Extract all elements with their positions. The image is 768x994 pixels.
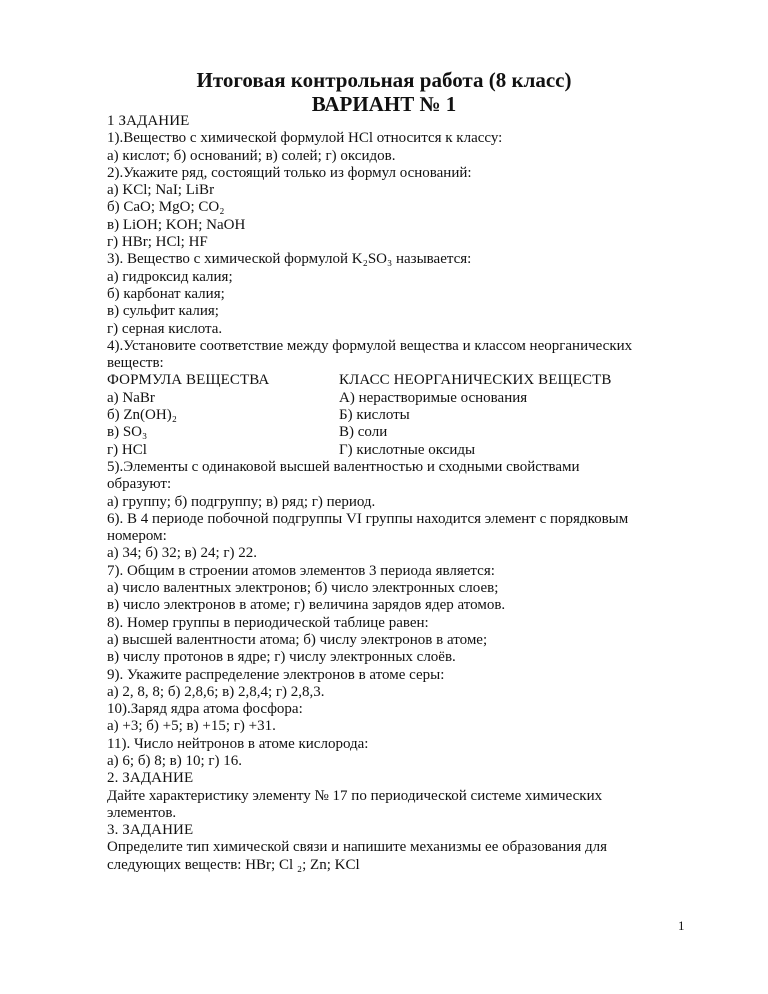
- q5-question: 5).Элементы с одинаковой высшей валентностью и сходными свойствами: [107, 458, 580, 475]
- q6-question-cont: номером:: [107, 528, 167, 545]
- task3-text-cont: следующих веществ: HBr; Cl ₂; Zn; KCl: [107, 856, 360, 873]
- q8-question: 8). Номер группы в периодической таблице равен:: [107, 614, 429, 631]
- q4-class: В) соли: [339, 424, 388, 441]
- task2-text-cont: элементов.: [107, 804, 177, 821]
- q4-question-cont: веществ:: [107, 355, 164, 372]
- q4-header-formula: ФОРМУЛА ВЕЩЕСТВА: [107, 372, 270, 389]
- page-title: Итоговая контрольная работа (8 класс): [196, 68, 572, 92]
- q2-option-a: а) KCl; NaI; LiBr: [107, 182, 215, 199]
- q2-option-b: б) CaO; MgO; CO₂: [107, 199, 225, 216]
- q9-options: а) 2, 8, 8; б) 2,8,6; в) 2,8,4; г) 2,8,3.: [107, 683, 325, 700]
- q10-options: а) +3; б) +5; в) +15; г) +31.: [107, 718, 276, 735]
- q1-question: 1).Вещество с химической формулой HCl относится к классу:: [107, 130, 503, 147]
- q4-formula: а) NaBr: [107, 389, 155, 406]
- q5-options: а) группу; б) подгруппу; в) ряд; г) период.: [107, 493, 376, 510]
- q2-question: 2).Укажите ряд, состоящий только из формул оснований:: [107, 164, 472, 181]
- test-body: [107, 113, 677, 874]
- q4-header-class: КЛАСС НЕОРГАНИЧЕСКИХ ВЕЩЕСТВ: [339, 372, 612, 389]
- page-number: 1: [678, 918, 685, 933]
- q3-option-a: а) гидроксид калия;: [107, 268, 233, 285]
- task1-heading: 1 ЗАДАНИЕ: [107, 113, 190, 129]
- q4-class: Г) кислотные оксиды: [339, 441, 476, 458]
- task2-text: Дайте характеристику элементу № 17 по периодической системе химических: [107, 787, 603, 804]
- q6-options: а) 34; б) 32; в) 24; г) 22.: [107, 545, 258, 562]
- q8-options-2: в) числу протонов в ядре; г) числу электронных слоёв.: [107, 649, 456, 666]
- q4-row: [107, 407, 677, 424]
- q7-options-2: в) число электронов в атоме; г) величина зарядов ядер атомов.: [107, 597, 506, 614]
- q3-option-c: в) сульфит калия;: [107, 303, 219, 320]
- q6-question: 6). В 4 периоде побочной подгруппы VI группы находится элемент с порядковым: [107, 510, 629, 527]
- task3-heading: 3. ЗАДАНИЕ: [107, 822, 194, 839]
- q8-options-1: а) высшей валентности атома; б) числу электронов в атоме;: [107, 631, 488, 648]
- title-block: [0, 68, 768, 116]
- q3-option-d: г) серная кислота.: [107, 320, 223, 337]
- q4-formula: в) SO₃: [107, 424, 148, 441]
- q5-question-cont: образуют:: [107, 476, 172, 493]
- q4-formula: б) Zn(OH)₂: [107, 407, 177, 424]
- q10-question: 10).Заряд ядра атома фосфора:: [107, 701, 303, 718]
- q11-question: 11). Число нейтронов в атоме кислорода:: [107, 735, 369, 752]
- q4-question: 4).Установите соответствие между формулой вещества и классом неорганических: [107, 337, 633, 354]
- task3-text: Определите тип химической связи и напишите механизмы ее образования для: [107, 839, 607, 856]
- q4-formula: г) HCl: [107, 441, 147, 458]
- q4-class: Б) кислоты: [339, 407, 410, 424]
- variant-title: ВАРИАНТ № 1: [311, 92, 457, 116]
- q7-options-1: а) число валентных электронов; б) число электронных слоев;: [107, 580, 499, 597]
- q9-question: 9). Укажите распределение электронов в атоме серы:: [107, 666, 445, 683]
- q4-class: А) нерастворимые основания: [339, 389, 528, 406]
- q3-question: 3). Вещество с химической формулой K₂SO₃ называется:: [107, 251, 472, 268]
- q4-header-row: [107, 372, 677, 389]
- q2-option-c: в) LiOH; KOH; NaOH: [107, 216, 246, 233]
- q4-row: [107, 424, 677, 441]
- q2-option-d: г) HBr; HCl; HF: [107, 234, 208, 251]
- q4-row: [107, 390, 677, 407]
- q4-row: [107, 442, 677, 459]
- task2-heading: 2. ЗАДАНИЕ: [107, 770, 194, 787]
- q7-question: 7). Общим в строении атомов элементов 3 периода является:: [107, 562, 495, 579]
- q1-options: а) кислот; б) оснований; в) солей; г) оксидов.: [107, 147, 396, 164]
- q3-option-b: б) карбонат калия;: [107, 285, 225, 302]
- q11-options: а) 6; б) 8; в) 10; г) 16.: [107, 752, 243, 769]
